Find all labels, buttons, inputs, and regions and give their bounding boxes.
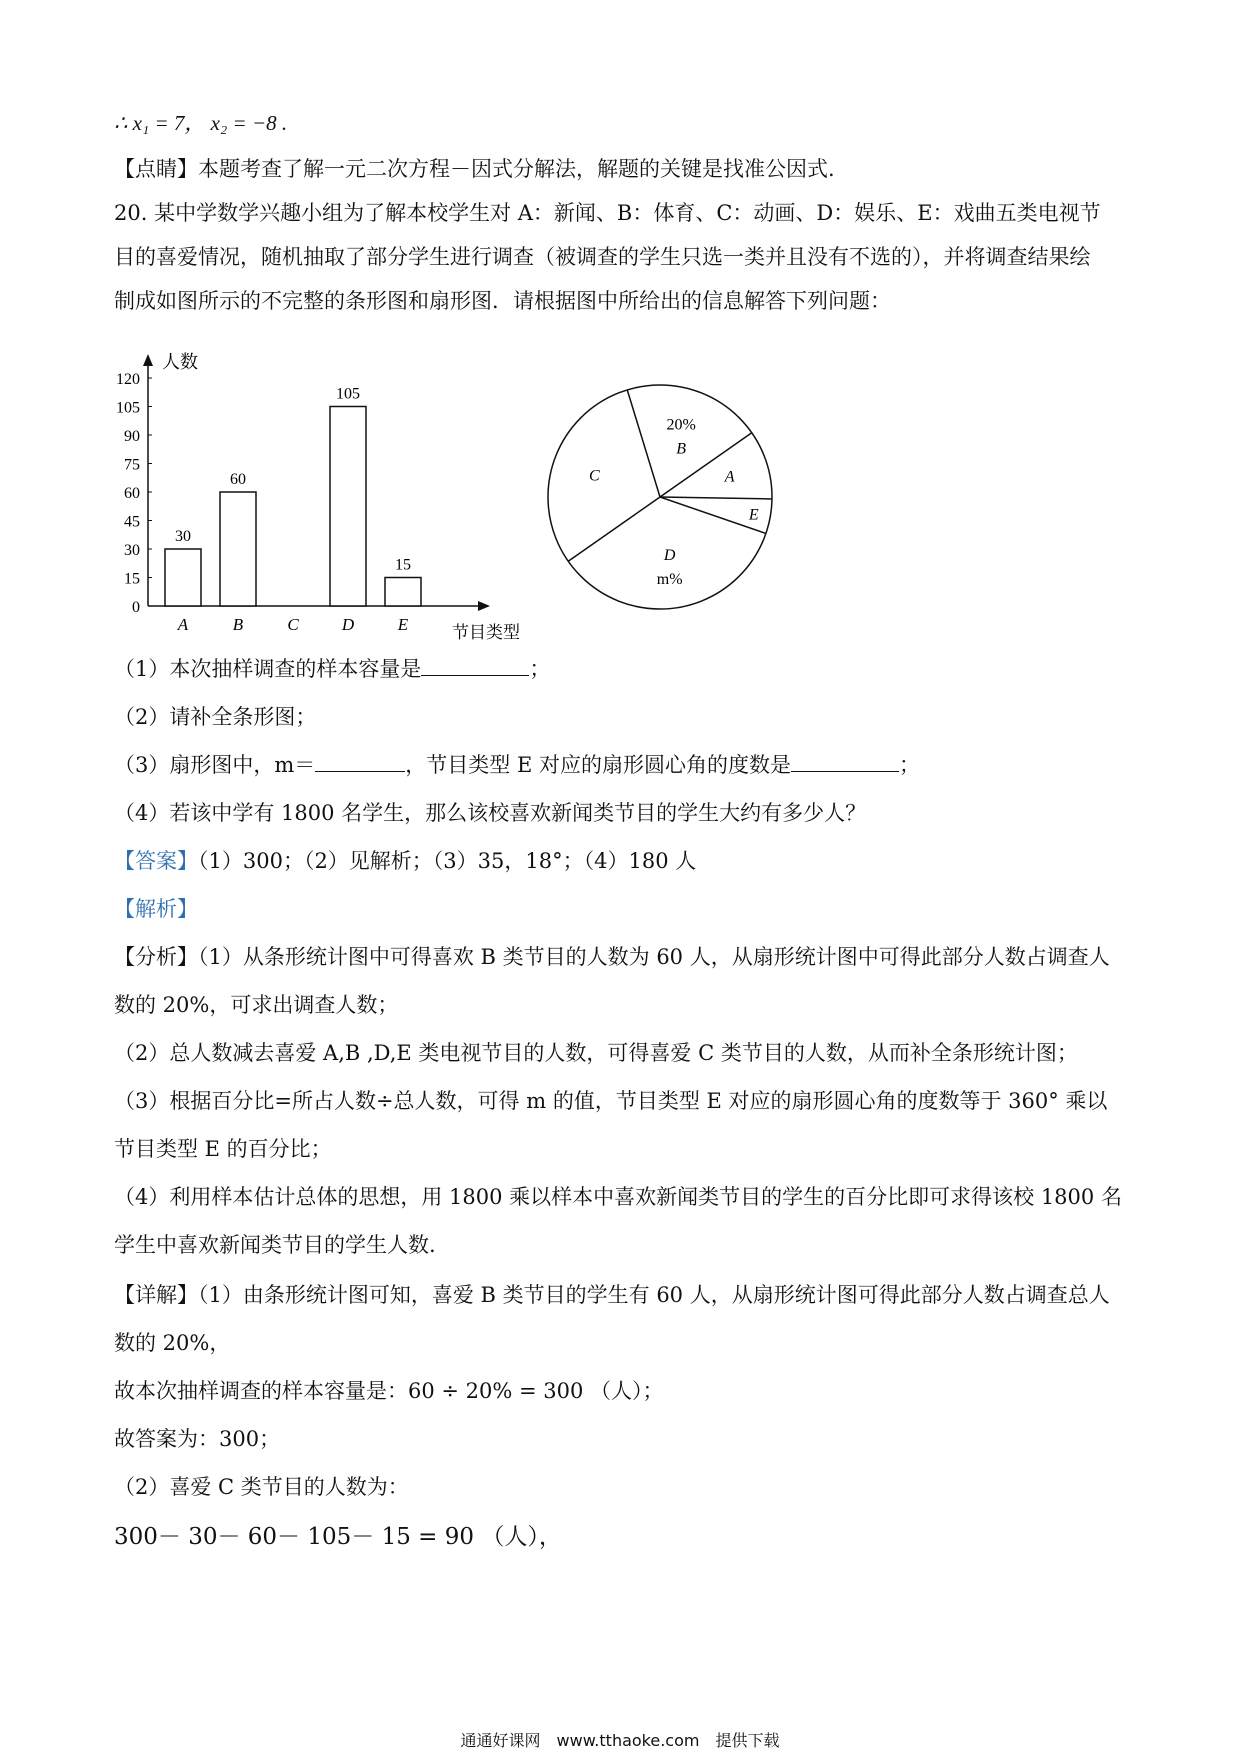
- x-tick-label: B: [232, 615, 244, 634]
- pie-label-a: A: [724, 468, 735, 486]
- question-1: （1）本次抽样调查的样本容量是 ；: [114, 657, 551, 681]
- x-axis-label: 节目类型: [452, 623, 520, 642]
- question-3: （3）扇形图中，m＝ ，节目类型 E 对应的扇形圆心角的度数是 ；: [114, 753, 920, 777]
- problem-20-line-3: 制成如图所示的不完整的条形图和扇形图．请根据图中所给出的信息解答下列问题：: [114, 289, 891, 313]
- bar-value-label: 30: [175, 528, 191, 545]
- pie-label-c: C: [589, 467, 600, 485]
- bar-value-label: 15: [395, 556, 411, 574]
- analysis-line-5: 节目类型 E 的百分比；: [114, 1137, 332, 1161]
- y-axis-arrow: [143, 354, 153, 366]
- answer-line: 【答案】（1）300；（2）见解析；（3）35，18°；（4）180 人: [114, 849, 697, 873]
- pie-label-e: E: [748, 506, 759, 524]
- detail-line-6: 300－ 30－ 60－ 105－ 15 = 90 （人），: [114, 1524, 562, 1550]
- detail-line-2: 数的 20%，: [114, 1331, 231, 1355]
- analysis-line-2: 数的 20%，可求出调查人数；: [114, 993, 399, 1017]
- bar-value-label: 60: [230, 471, 246, 488]
- y-axis-label: 人数: [162, 352, 198, 372]
- bar-e: [385, 578, 421, 607]
- analysis-line-1: 【分析】（1）从条形统计图中可得喜欢 B 类节目的人数为 60 人，从扇形统计图中可得此部分人数占调查人: [114, 945, 1110, 969]
- question-4: （4）若该中学有 1800 名学生，那么该校喜欢新闻类节目的学生大约有多少人？: [114, 801, 867, 825]
- answer-label: 【答案】: [114, 849, 198, 873]
- bar-b: [220, 492, 256, 606]
- detail-line-1: 【详解】（1）由条形统计图可知，喜爱 B 类节目的学生有 60 人，从扇形统计图可得此部分人数占调查总人: [114, 1283, 1110, 1307]
- answer-blank-m[interactable]: [315, 751, 405, 772]
- bar-chart: [100, 348, 540, 648]
- x-axis-arrow: [478, 601, 490, 611]
- pie-label-b: B: [676, 440, 687, 458]
- footer-source: 通通好课网 www.tthaoke.com 提供下载: [460, 1731, 780, 1750]
- analysis-line-4: （3）根据百分比=所占人数÷总人数，可得 m 的值，节目类型 E 对应的扇形圆心角的度数等于 360° 乘以: [114, 1089, 1108, 1113]
- x-tick-label: C: [287, 615, 299, 634]
- pie-label-d: D: [663, 546, 676, 564]
- pie-label-b: 20%: [666, 416, 696, 434]
- analysis-line-7: 学生中喜欢新闻类节目的学生人数.: [114, 1233, 436, 1257]
- analysis-line-3: （2）总人数减去喜爱 A,B ,D,E 类电视节目的人数，可得喜爱 C 类节目的人数，从而补全条形统计图；: [114, 1041, 1078, 1065]
- y-tick-label: 60: [124, 485, 140, 502]
- y-tick-label: 0: [132, 599, 140, 616]
- x-tick-label: D: [341, 615, 355, 634]
- y-tick-label: 45: [124, 513, 140, 531]
- y-tick-label: 30: [124, 542, 140, 559]
- y-tick-label: 15: [124, 570, 140, 588]
- bar-value-label: 105: [336, 385, 360, 403]
- problem-20-line-2: 目的喜爱情况，随机抽取了部分学生进行调查（被调查的学生只选一类并且没有不选的），并将调查结果绘: [114, 245, 1091, 269]
- y-tick-label: 105: [116, 399, 140, 417]
- question-2: （2）请补全条形图；: [114, 705, 317, 729]
- x-tick-label: A: [177, 615, 189, 634]
- bar-d: [330, 407, 366, 607]
- bar-a: [165, 549, 201, 606]
- jiexi-label: 【解析】: [114, 897, 198, 921]
- detail-line-4: 故答案为：300；: [114, 1427, 281, 1451]
- solution-result-line: ∴ x₁ = 7， x₂ = −8 .: [114, 111, 288, 135]
- answer-blank-1[interactable]: [421, 655, 529, 676]
- dianjing-line: 【点睛】本题考查了解一元二次方程－因式分解法，解题的关键是找准公因式.: [114, 157, 835, 181]
- detail-line-3: 故本次抽样调查的样本容量是：60 ÷ 20% = 300 （人）；: [114, 1379, 664, 1403]
- problem-20-line-1: 20. 某中学数学兴趣小组为了解本校学生对 A：新闻、B：体育、C：动画、D：娱乐、E：戏曲五类电视节: [114, 201, 1101, 225]
- x-tick-label: E: [397, 615, 409, 634]
- y-tick-label: 90: [124, 428, 140, 445]
- answer-blank-angle[interactable]: [791, 751, 899, 772]
- pie-label-d: m%: [656, 570, 683, 588]
- analysis-line-6: （4）利用样本估计总体的思想，用 1800 乘以样本中喜欢新闻类节目的学生的百分比即可求得该校 1800 名: [114, 1185, 1122, 1209]
- pie-chart: [540, 372, 800, 622]
- y-tick-label: 75: [124, 456, 140, 474]
- detail-line-5: （2）喜爱 C 类节目的人数为：: [114, 1475, 409, 1499]
- y-tick-label: 120: [116, 371, 140, 388]
